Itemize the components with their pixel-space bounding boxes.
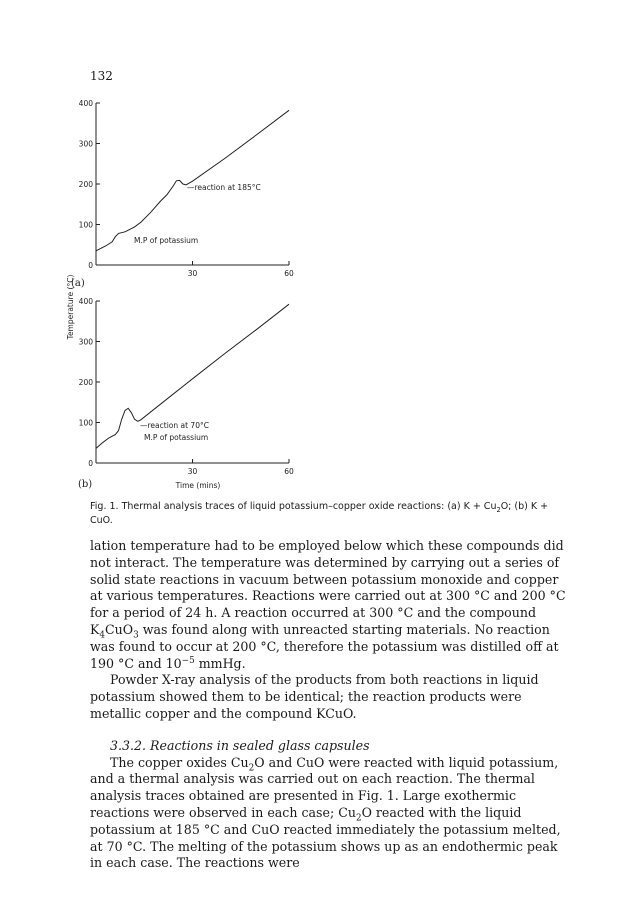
panel-b-y-tick-label: 100 <box>78 418 93 428</box>
panel-b-y-tick-label: 300 <box>78 337 93 347</box>
panel-a-y-tick-label: 200 <box>78 180 93 189</box>
body-text <box>90 538 568 872</box>
panel-b-label: (b) <box>78 479 93 490</box>
figure-svg <box>60 95 310 495</box>
section-title: 3.3.2. Reactions in sealed glass capsules <box>110 737 370 753</box>
panel-a <box>71 99 294 289</box>
panel-b-y-tick-label: 200 <box>78 378 93 387</box>
panel-a-annotation-reaction: —reaction at 185°C <box>187 183 261 192</box>
panel-b <box>78 297 294 490</box>
panel-a-x-tick-label: 60 <box>284 269 294 278</box>
panel-b-annotation-reaction: —reaction at 70°C <box>140 421 209 430</box>
panel-b-annotation-mp: M.P of potassium <box>144 433 209 442</box>
panel-a-annotation-mp: M.P of potassium <box>134 236 199 245</box>
paragraph-1: lation temperature had to be employed below which these compounds did not interact. The temperature was determined by carrying out a series of solid state reactions in vacuum between potassium monoxide and copper at various temperatures. Reactions were carried out at 300 °C and 200 °C for a period of 24 h. A reaction occurred at 300 °C and the compound $K_4CuO_3$ was found along with unreacted starting materials. No reaction was found to occur at 200 °C, therefore the potassium was distilled off at 190 °C and $10^{-5}$ mmHg. <box>90 538 566 671</box>
page-number: 132 <box>90 69 113 83</box>
panel-b-x-tick-label: 60 <box>284 467 294 476</box>
panel-a-y-tick-label: 100 <box>78 220 93 230</box>
panel-b-y-tick-label: 0 <box>88 459 93 468</box>
x-axis-label: Time (mins) <box>175 481 221 490</box>
panel-b-y-tick-label: 400 <box>78 297 93 306</box>
paragraph-3: The copper oxides $Cu_2O$ and CuO were reacted with liquid potassium, and a thermal analysis was carried out on each reaction. The thermal analysis traces obtained are presented in Fig. 1. Large exothermic reactions were observed in each case; $Cu_2O$ reacted with the liquid potassium at 185 °C and CuO reacted immediately the potassium melted, at 70 °C. The melting of the potassium shows up as an endothermic peak in each case. The reactions were <box>90 754 561 871</box>
paragraph-2: Powder X-ray analysis of the products from both reactions in liquid potassium showed them to be identical; the reaction products were metallic copper and the compound KCuO. <box>90 672 539 721</box>
panel-a-x-tick-label: 30 <box>187 269 198 278</box>
panel-a-y-tick-label: 300 <box>78 139 93 149</box>
panel-a-y-tick-label: 0 <box>88 261 93 270</box>
panel-a-y-tick-label: 400 <box>78 99 93 108</box>
figure-caption: Fig. 1. Thermal analysis traces of liquid potassium–copper oxide reactions: (a) $K + Cu_2O$; (b) K + CuO. <box>90 501 549 526</box>
panel-a-trace <box>96 110 289 251</box>
y-axis-label: Temperature (°C) <box>66 274 75 340</box>
panel-a-label: (a) <box>71 278 85 289</box>
panel-b-x-tick-label: 30 <box>187 467 198 476</box>
thermal-analysis-figure <box>60 95 310 495</box>
